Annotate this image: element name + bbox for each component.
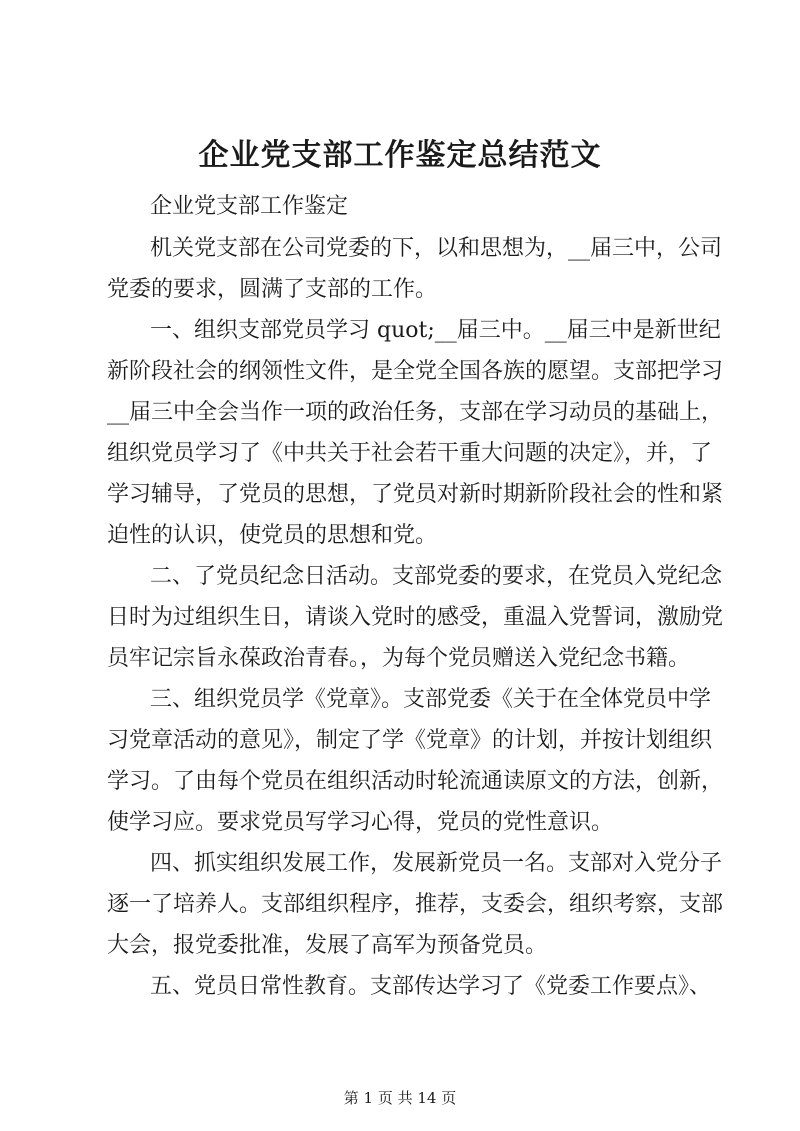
paragraph-line: 使学习应。要求党员写学习心得，党员的党性意识。 bbox=[107, 810, 614, 835]
paragraph-line: 逐一了培养人。支部组织程序，推荐，支委会，组织考察，支部 bbox=[107, 892, 724, 917]
document-subheading: 企业党支部工作鉴定 bbox=[150, 194, 349, 219]
paragraph-line: 二、了党员纪念日活动。支部党委的要求，在党员入党纪念 bbox=[150, 564, 723, 589]
paragraph-line: 大会，报党委批准，发展了高军为预备党员。 bbox=[107, 933, 548, 958]
paragraph-line: 党委的要求，圆满了支部的工作。 bbox=[107, 277, 438, 302]
paragraph-line: 学习辅导，了党员的思想，了党员对新时期新阶段社会的性和紧 bbox=[107, 482, 724, 507]
paragraph-line: 三、组织党员学《党章》。支部党委《关于在全体党员中学 bbox=[150, 687, 712, 712]
paragraph-line: 四、抓实组织发展工作，发展新党员一名。支部对入党分子 bbox=[150, 851, 723, 876]
paragraph-line: 组织党员学习了《中共关于社会若干重大问题的决定》，并，了 bbox=[107, 441, 713, 466]
paragraph-line: 新阶段社会的纲领性文件，是全党全国各族的愿望。支部把学习 bbox=[107, 359, 724, 384]
document-title: 企业党支部工作鉴定总结范文 bbox=[198, 138, 602, 173]
paragraph-line: 一、组织支部党员学习 quot;__届三中。__届三中是新世纪 bbox=[150, 318, 721, 343]
paragraph-line: 迫性的认识，使党员的思想和党。 bbox=[107, 523, 438, 548]
paragraph-line: 日时为过组织生日，请谈入党时的感受，重温入党誓词，激励党 bbox=[107, 605, 724, 630]
paragraph-line: 五、党员日常性教育。支部传达学习了《党委工作要点》、 bbox=[150, 974, 712, 999]
paragraph-line: 员牢记宗旨永葆政治青春。，为每个党员赠送入党纪念书籍。 bbox=[107, 646, 691, 671]
paragraph-line: 机关党支部在公司党委的下，以和思想为，__届三中，公司 bbox=[150, 236, 723, 261]
paragraph-line: 习党章活动的意见》，制定了学《党章》的计划，并按计划组织 bbox=[107, 728, 713, 753]
paragraph-line: __届三中全会当作一项的政治任务，支部在学习动员的基础上， bbox=[107, 400, 724, 425]
page-number-footer: 第 1 页 共 14 页 bbox=[343, 1089, 457, 1107]
paragraph-line: 学习。了由每个党员在组织活动时轮流通读原文的方法，创新， bbox=[107, 769, 724, 794]
